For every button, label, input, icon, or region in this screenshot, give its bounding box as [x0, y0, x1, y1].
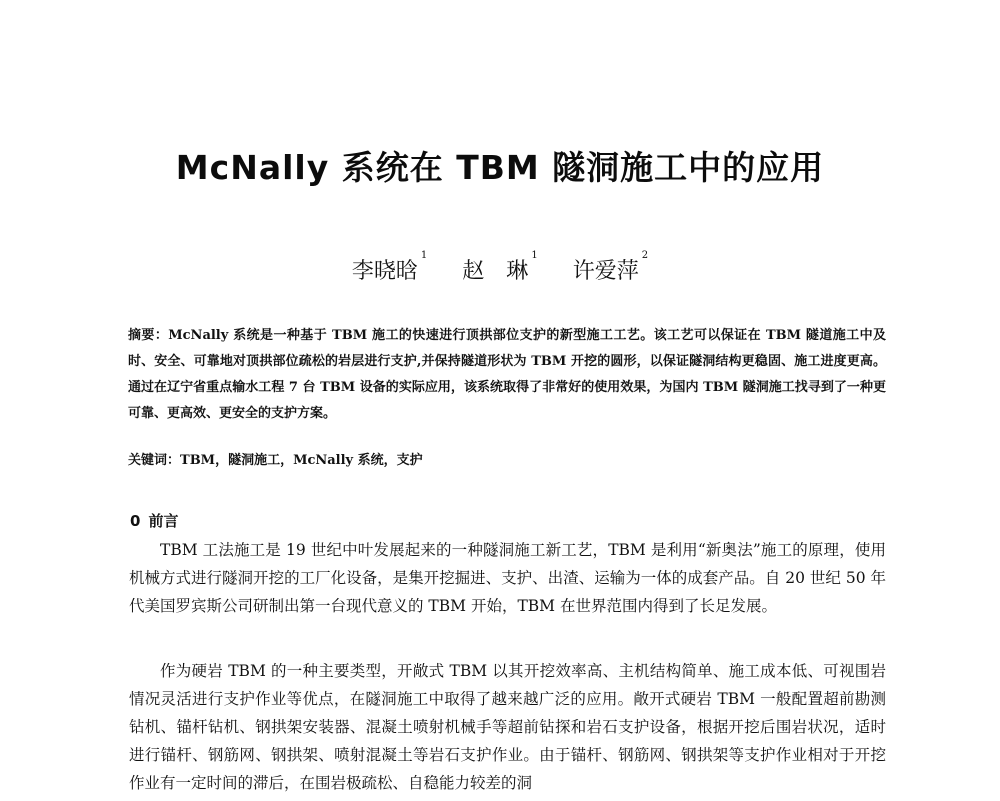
abstract-text: McNally 系统是一种基于 TBM 施工的快速进行顶拱部位支护的新型施工工艺。该工艺可以保证在 TBM 隧道施工中及时、安全、可靠地对顶拱部位疏松的岩层进行支护,并保持隧道形状为 TBM 开挖的圆形，以保证隧洞结构更稳固、施工进度更高。通过在辽宁省重点输水工程 7 台 TBM 设备的实际应用，该系统取得了非常好的使用效果，为国内 TBM 隧洞施工找寻到了一种更可靠、更高效、更安全的支护方案。: [128, 328, 886, 421]
abstract-label: 摘要：: [128, 328, 169, 343]
author-list: [0, 250, 1000, 285]
abstract: [128, 323, 886, 427]
body-paragraph: 作为硬岩 TBM 的一种主要类型，开敞式 TBM 以其开挖效率高、主机结构简单、施工成本低、可视围岩情况灵活进行支护作业等优点，在隧洞施工中取得了越来越广泛的应用。敞开式硬岩 TBM 一般配置超前勘测钻机、锚杆钻机、钢拱架安装器、混凝土喷射机械手等超前钻探和岩石支护设备，根据开挖后围岩状况，适时进行锚杆、钢筋网、钢拱架、喷射混凝土等岩石支护作业。由于锚杆、钢筋网、钢拱架等支护作业相对于开挖作业有一定时间的滞后，在围岩极疏松、自稳能力较差的洞: [129, 662, 886, 792]
author: [351, 250, 428, 284]
author-affiliation: 2: [641, 250, 649, 261]
body-paragraph: TBM 工法施工是 19 世纪中叶发展起来的一种隧洞施工新工艺，TBM 是利用“新奥法”施工的原理，使用机械方式进行隧洞开挖的工厂化设备，是集开挖掘进、支护、出渣、运输为一体的成套产品。自 20 世纪 50 年代美国罗宾斯公司研制出第一台现代意义的 TBM 开始，TBM 在世界范围内得到了长足发展。: [129, 541, 886, 615]
author-name: 赵 琳: [462, 259, 529, 284]
section-heading: [130, 510, 178, 531]
section-number: 0: [130, 512, 141, 530]
paper-title: McNally 系统在 TBM 隧洞施工中的应用: [175, 148, 825, 187]
author-name: 李晓晗: [351, 259, 418, 284]
keywords-label: 关键词：: [128, 453, 181, 468]
section-title: 前言: [148, 512, 179, 530]
author-name: 许爱萍: [572, 259, 639, 284]
author: [462, 250, 538, 284]
author-affiliation: 1: [420, 250, 428, 261]
keywords-text: TBM，隧洞施工，McNally 系统，支护: [180, 453, 423, 468]
keywords: [128, 450, 886, 472]
author: [572, 250, 649, 284]
author-affiliation: 1: [531, 250, 538, 261]
